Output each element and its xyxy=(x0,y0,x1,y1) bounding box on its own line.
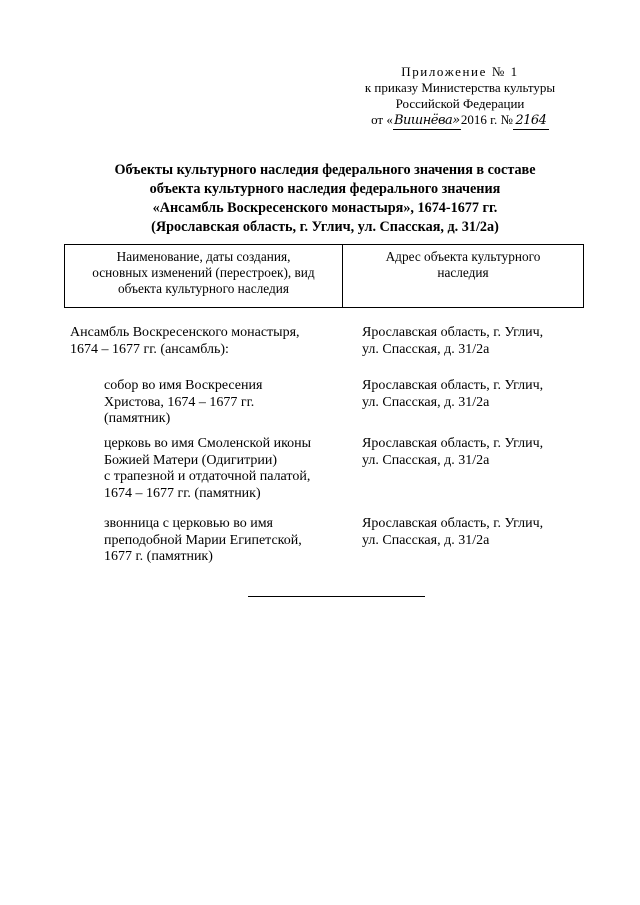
appendix-order-line1: к приказу Министерства культуры xyxy=(364,80,556,95)
closing-divider xyxy=(248,596,425,597)
header-address-line-1: Адрес объекта культурного xyxy=(385,249,541,264)
entry-address-line: Ярославская область, г. Углич, xyxy=(362,436,544,451)
document-title xyxy=(70,161,580,237)
title-line-4: (Ярославская область, г. Углич, ул. Спасская, д. 31/2а) xyxy=(151,219,499,235)
entry-name-line: Божией Матери (Одигитрии) xyxy=(104,452,278,468)
header-cell-name xyxy=(65,245,343,307)
entry-name xyxy=(104,516,302,566)
entry-address-line: ул. Спасская, д. 31/2а xyxy=(362,532,490,548)
header-cell-address xyxy=(343,245,583,307)
entry-address-line: Ярославская область, г. Углич, xyxy=(362,516,544,531)
entry-name-line: преподобной Марии Египетской, xyxy=(104,532,302,548)
entry-address xyxy=(362,516,543,549)
entry-name xyxy=(70,325,300,358)
entry-name-line: 1674 – 1677 гг. (памятник) xyxy=(104,485,261,501)
entry-name xyxy=(104,436,311,502)
header-name-line-3: объекта культурного наследия xyxy=(118,281,289,296)
entry-address-line: ул. Спасская, д. 31/2а xyxy=(362,341,490,357)
entry-address xyxy=(362,325,543,358)
entry-name-line: (памятник) xyxy=(104,411,171,426)
entry-name-line: звонница с церковью во имя xyxy=(104,516,273,531)
entry-name-line: с трапезной и отдаточной палатой, xyxy=(104,469,311,484)
entry-address-line: Ярославская область, г. Углич, xyxy=(362,325,544,340)
entry-name-line: 1677 г. (памятник) xyxy=(104,549,213,564)
handwritten-date: Вишнёва» xyxy=(393,113,460,128)
entry-name-line: Ансамбль Воскресенского монастыря, xyxy=(70,325,300,340)
table-header xyxy=(64,244,584,308)
order-year-text: 2016 г. № xyxy=(460,112,513,127)
appendix-block xyxy=(340,64,580,130)
entry-address-line: Ярославская область, г. Углич, xyxy=(362,378,544,393)
header-name-line-1: Наименование, даты создания, xyxy=(116,249,291,264)
entry-name xyxy=(104,378,262,428)
title-line-2: объекта культурного наследия федерального значения xyxy=(149,181,501,197)
entry-address xyxy=(362,436,543,469)
title-line-1: Объекты культурного наследия федерального значения в составе xyxy=(114,162,536,178)
title-line-3: «Ансамбль Воскресенского монастыря», 1674-1677 гг. xyxy=(152,200,498,216)
appendix-title: Приложение № 1 xyxy=(401,64,519,79)
handwritten-order-number: 2164 xyxy=(513,113,549,130)
entry-name-line: Христова, 1674 – 1677 гг. xyxy=(104,394,255,410)
header-address-line-2: наследия xyxy=(437,265,489,280)
entry-name-line: собор во имя Воскресения xyxy=(104,378,263,393)
entry-address xyxy=(362,378,543,411)
entry-name-line: церковь во имя Смоленской иконы xyxy=(104,436,312,451)
order-date-prefix: от « xyxy=(371,112,393,127)
appendix-order-date-line xyxy=(340,112,580,130)
header-name-line-2: основных изменений (перестроек), вид xyxy=(92,265,315,280)
entry-address-line: ул. Спасская, д. 31/2а xyxy=(362,394,490,410)
entry-address-line: ул. Спасская, д. 31/2а xyxy=(362,452,490,468)
appendix-order-line2: Российской Федерации xyxy=(395,96,525,111)
entry-name-line: 1674 – 1677 гг. (ансамбль): xyxy=(70,341,229,357)
